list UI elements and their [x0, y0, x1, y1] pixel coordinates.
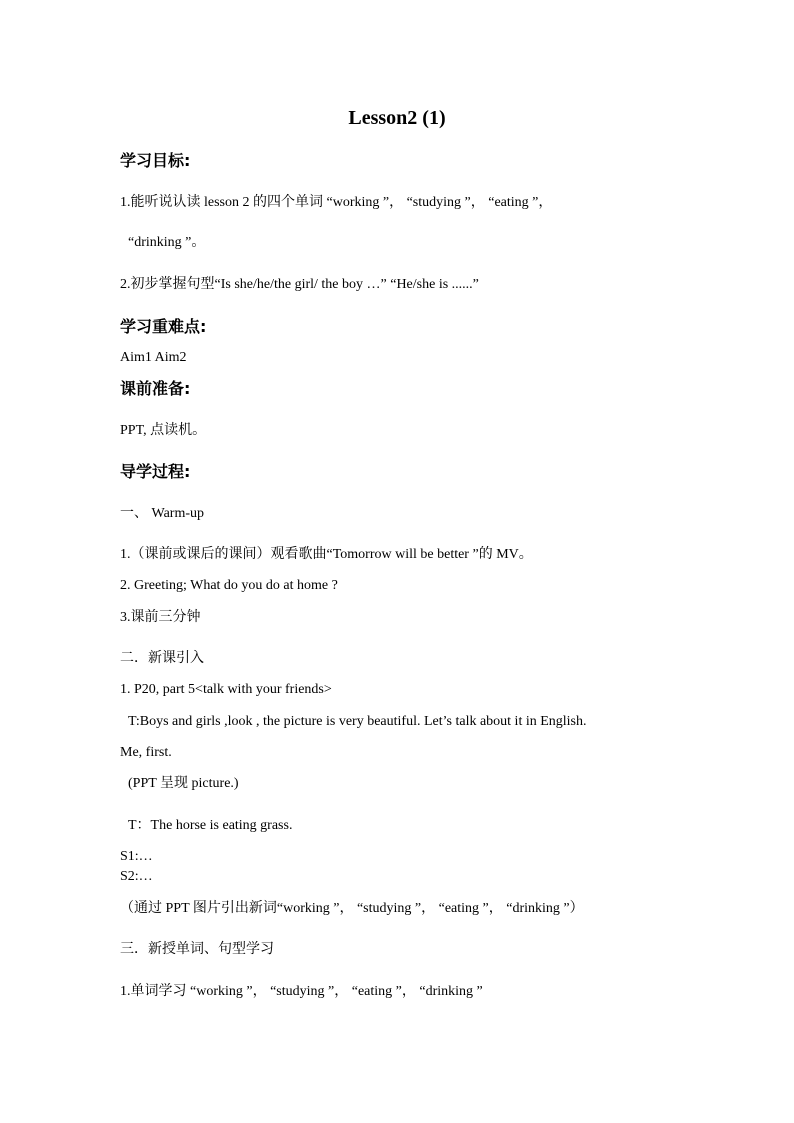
section-2-teacher-line-1: T:Boys and girls ,look , the picture is very beautiful. Let’s talk about it in English.: [128, 714, 587, 729]
section-1-title: 一、 Warm-up: [120, 506, 205, 521]
objective-item-1-line-1: 1.能听说认读 lesson 2 的四个单词 “working ”， “studying ”， “eating ”，: [120, 195, 553, 210]
section-2-student-2: S2:…: [120, 869, 153, 884]
key-points-text: Aim1 Aim2: [120, 350, 187, 365]
section-2-title: 二．新课引入: [120, 651, 204, 666]
preparation-heading: 课前准备:: [120, 379, 191, 398]
section-1-item-1: 1.（课前或课后的课间）观看歌曲“Tomorrow will be better ”的 MV。: [120, 547, 533, 562]
section-2-ppt-note: (PPT 呈现 picture.): [128, 776, 239, 791]
section-2-item-1: 1. P20, part 5<talk with your friends>: [120, 682, 332, 697]
section-1-item-2: 2. Greeting; What do you do at home ?: [120, 578, 338, 593]
page-title: Lesson2 (1): [348, 107, 446, 129]
section-2-note: （通过 PPT 图片引出新词“working ”， “studying ”， “eating ”， “drinking ”）: [120, 901, 584, 916]
objective-item-2: 2.初步掌握句型“Is she/he/the girl/ the boy …” “He/she is ......”: [120, 277, 479, 292]
section-3-item-1: 1.单词学习 “working ”， “studying ”， “eating ”， “drinking ”: [120, 984, 483, 999]
section-2-student-1: S1:…: [120, 849, 153, 864]
process-heading: 导学过程:: [120, 462, 191, 481]
section-2-teacher-example: T：The horse is eating grass.: [128, 818, 293, 833]
objective-item-1-line-2: “drinking ”。: [128, 235, 206, 250]
key-points-heading: 学习重难点:: [120, 317, 207, 336]
section-1-item-3: 3.课前三分钟: [120, 610, 201, 625]
preparation-text: PPT, 点读机。: [120, 423, 207, 438]
objectives-heading: 学习目标:: [120, 151, 191, 170]
section-2-teacher-line-2: Me, first.: [120, 745, 172, 760]
section-3-title: 三．新授单词、句型学习: [120, 942, 274, 957]
